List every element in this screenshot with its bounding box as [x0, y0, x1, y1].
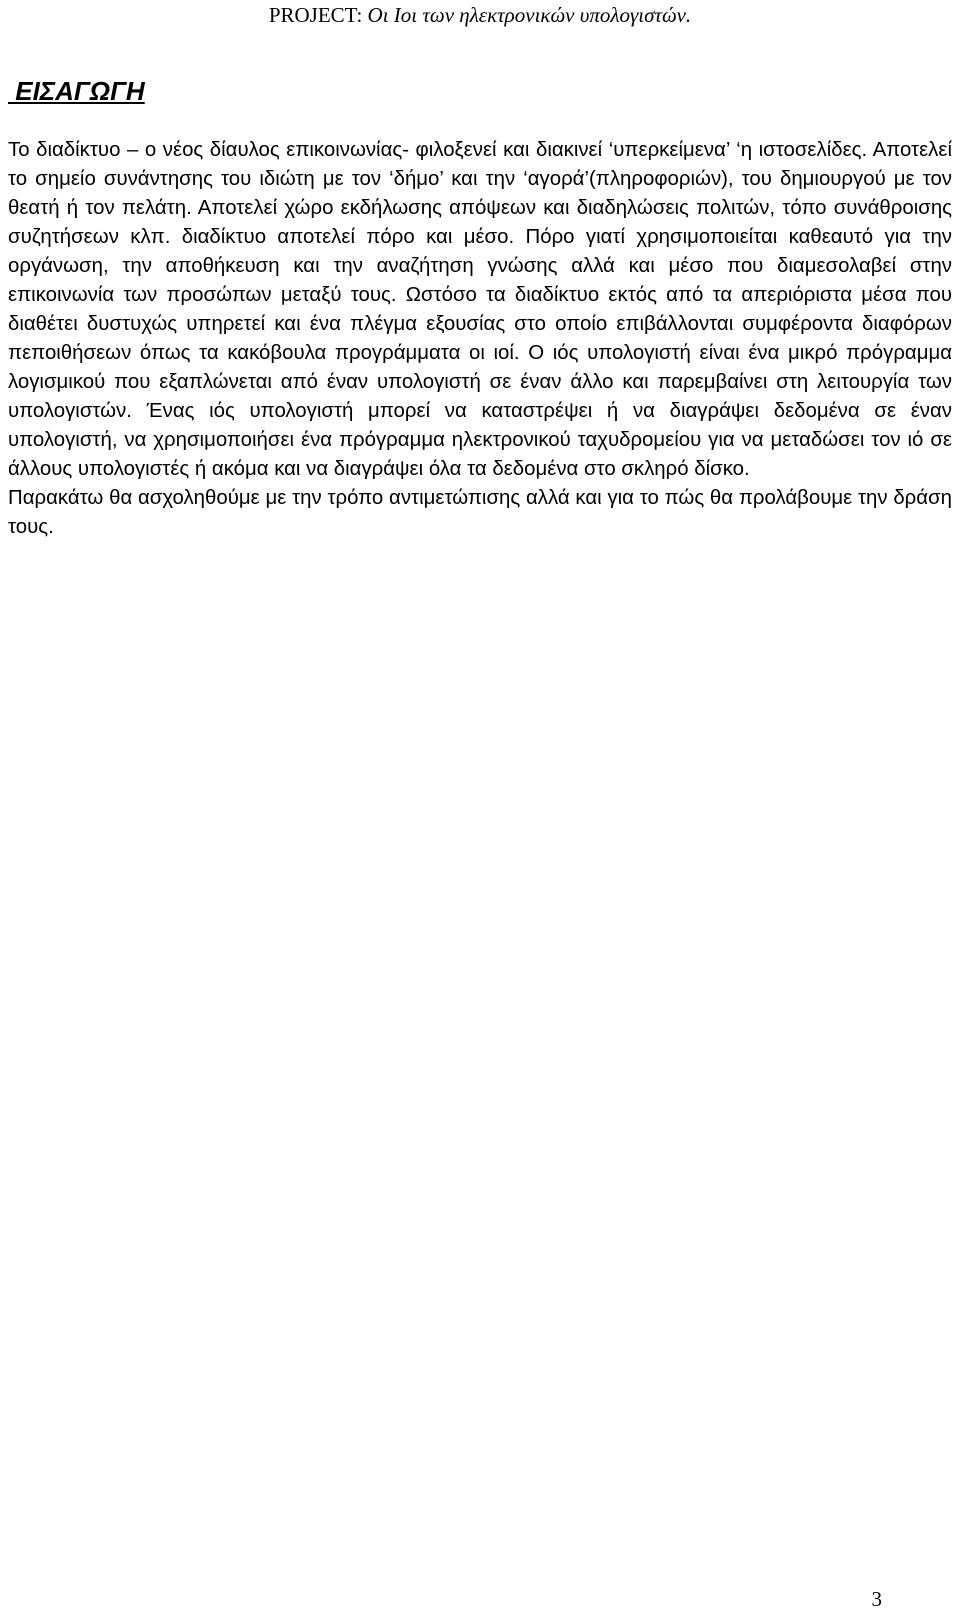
page-number: 3: [871, 1587, 882, 1611]
header-project-label: PROJECT:: [268, 3, 363, 27]
running-header: [0, 2, 960, 28]
paragraph: Παρακάτω θα ασχοληθούμε με την τρόπο αντιμετώπισης αλλά και για το πώς θα προλάβουμε την δράση τους.: [8, 487, 952, 538]
section-heading: ΕΙΣΑΓΩΓΗ: [8, 76, 145, 106]
paragraph: Το διαδίκτυο – ο νέος δίαυλος επικοινωνίας- φιλοξενεί και διακινεί ‘υπερκείμενα’ ‘η ιστοσελίδες. Αποτελεί το σημείο συνάντησης του ιδιώτη με τον ‘δήμο’ και την ‘αγορά’(πληροφοριών), του δημιουργού με τον θεατή ή τον πελάτη. Αποτελεί χώρο εκδήλωσης απόψεων και διαδηλώσεις πολιτών, τόπο συνάθροισης συζητήσεων κλπ. διαδίκτυο αποτελεί πόρο και μέσο. Πόρο γιατί χρησιμοποιείται καθεαυτό για την οργάνωση, την αποθήκευση και την αναζήτηση γνώσης αλλά και μέσο που διαμεσολαβεί στην επικοινωνία των προσώπων μεταξύ τους. Ωστόσο τα διαδίκτυο εκτός από τα απεριόριστα μέσα που διαθέτει δυστυχώς υπηρετεί και ένα πλέγμα εξουσίας στο οποίο επιβάλλονται συμφέροντα διαφόρων πεποιθήσεων όπως τα κακόβουλα προγράμματα οι ιοί. Ο ιός υπολογιστή είναι ένα μικρό πρόγραμμα λογισμικού που εξαπλώνεται από έναν υπολογιστή σε έναν άλλο και παρεμβαίνει στη λειτουργία των υπολογιστών. Ένας ιός υπολογιστή μπορεί να καταστρέψει ή να διαγράψει δεδομένα σε έναν υπολογιστή, να χρησιμοποιήσει ένα πρόγραμμα ηλεκτρονικού ταχυδρομείου για να μεταδώσει τον ιό σε άλλους υπολογιστές ή ακόμα και να διαγράψει όλα τα δεδομένα στο σκληρό δίσκο.: [8, 139, 952, 480]
header-project-title: Οι Ιοι των ηλεκτρονικών υπολογιστών.: [362, 3, 692, 27]
body-text: [8, 136, 952, 542]
